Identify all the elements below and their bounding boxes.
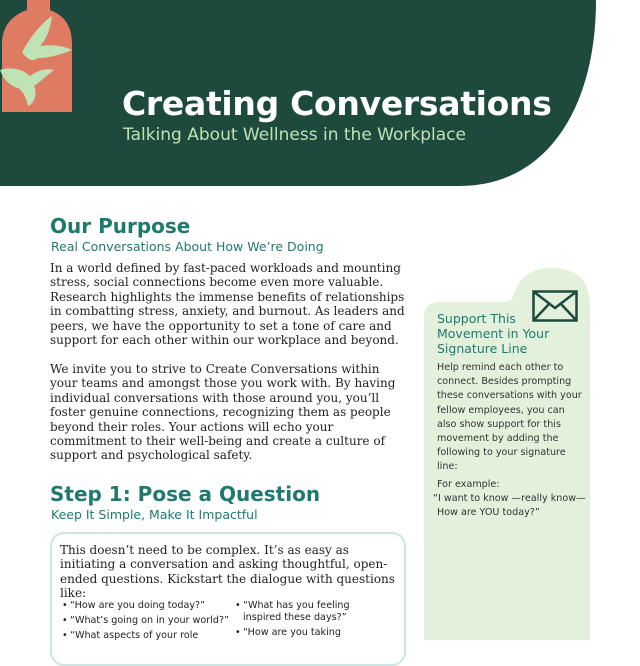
example-label: For example: xyxy=(437,479,500,490)
questions-list-left xyxy=(62,600,232,645)
header-banner xyxy=(0,0,640,186)
example-line-1: “I want to know —really know— xyxy=(433,493,586,505)
list-item: • “What’s going on in your world?” xyxy=(62,615,232,627)
questions-list-right xyxy=(235,600,385,642)
list-item: • “How are you doing today?” xyxy=(62,600,232,612)
list-item: • “What has you feeling inspired these days?” xyxy=(235,600,385,624)
questions-intro: This doesn’t need to be complex. It’s as easy as initiating a conversation and asking thoughtful, open-ended questions. Kickstart the dialogue with questions like: xyxy=(60,543,395,601)
purpose-paragraph-2: We invite you to strive to Create Conversations within your teams and amongst those you work with. By having individual conversations with those around you, you’ll foster genuine connections, recognizing them as people beyond their roles. Your actions will echo your commitment to their well-being and create a culture of support and psychological safety. xyxy=(50,362,396,463)
purpose-subheading: Real Conversations About How We’re Doing xyxy=(51,239,324,254)
logo-bottle-doves-icon xyxy=(0,0,74,114)
sidebar-text: Help remind each other to connect. Besides prompting these conversations with your fellow employees, you can also show support for this movement by adding the following to your signature line: xyxy=(437,362,582,473)
step1-subheading: Keep It Simple, Make It Impactful xyxy=(51,507,258,522)
example-line-2: How are YOU today?” xyxy=(437,507,540,519)
sidebar-example xyxy=(433,478,587,521)
purpose-paragraph-1: In a world defined by fast-paced workloads and mounting stress, social connections become even more valuable. Research highlights the immense benefits of relationships in combatting stress, anxiety, and burnout. As leaders and peers, we have the opportunity to set a tone of care and support for each other within our workplace and beyond. xyxy=(50,261,405,348)
page-title: Creating Conversations xyxy=(122,84,552,123)
step1-heading: Step 1: Pose a Question xyxy=(50,482,321,506)
list-item: • “How are you taking xyxy=(235,627,385,639)
purpose-heading: Our Purpose xyxy=(50,214,191,238)
sidebar-title: Support This Movement in Your Signature Line xyxy=(437,311,550,356)
list-item: • “What aspects of your role xyxy=(62,630,232,642)
page-subtitle: Talking About Wellness in the Workplace xyxy=(123,125,466,145)
